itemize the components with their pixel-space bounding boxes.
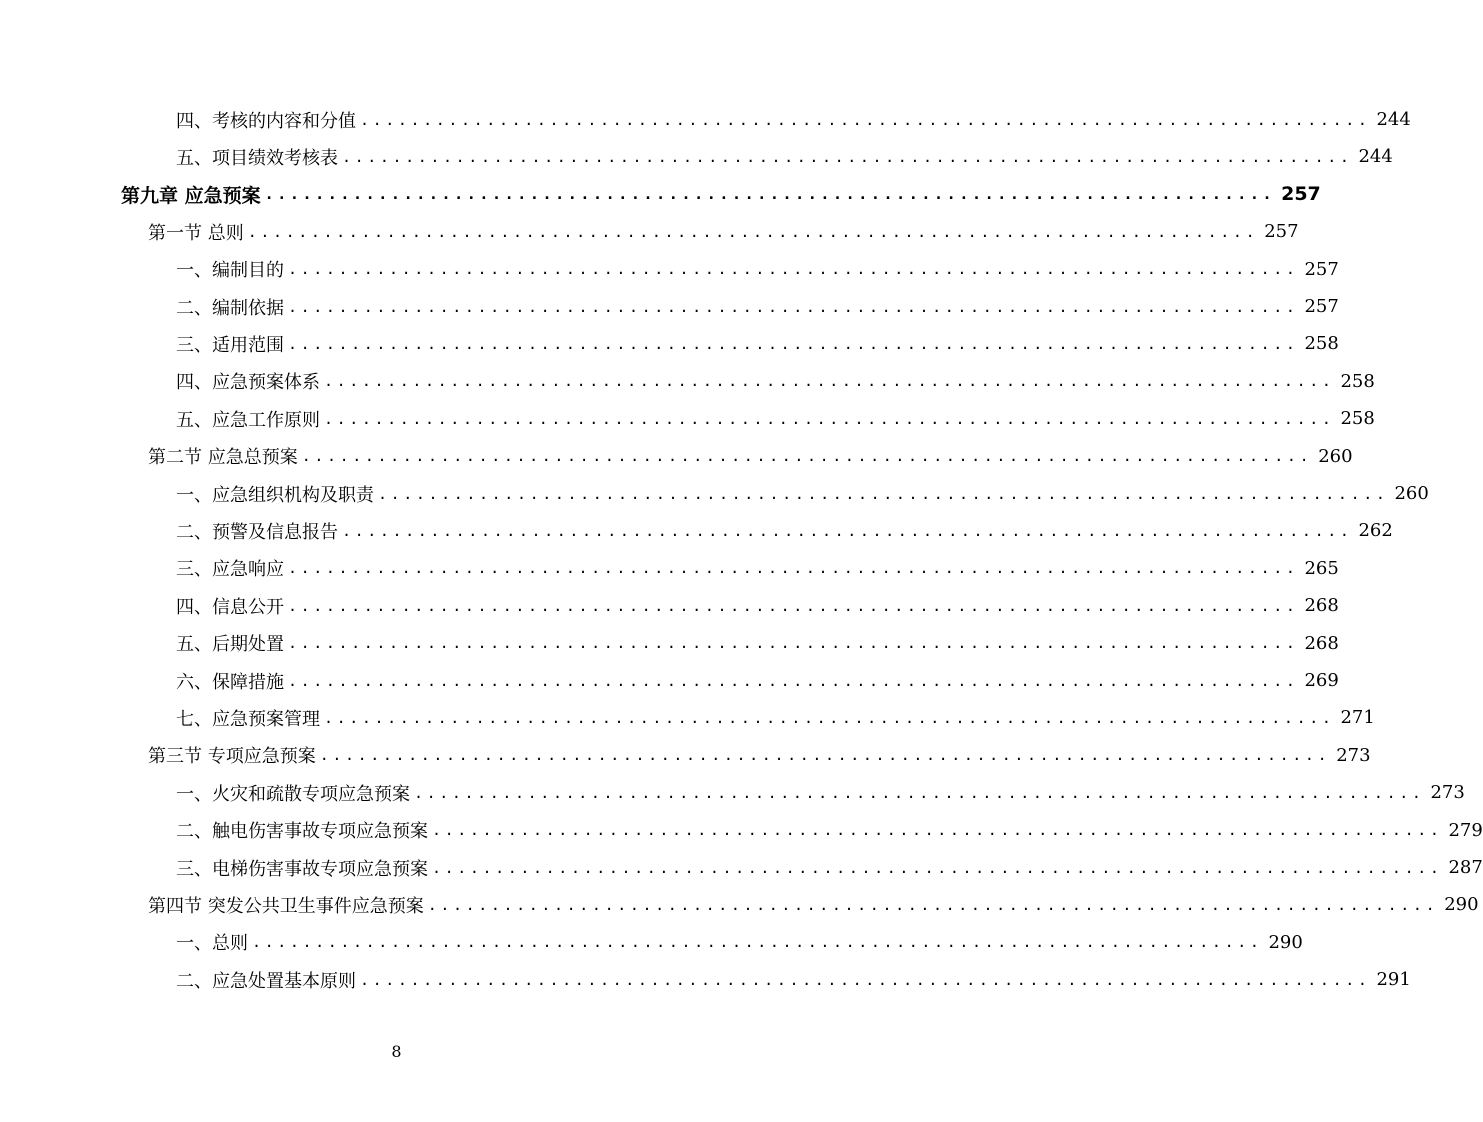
- dot-leader: ................................................................................: [247, 222, 1259, 241]
- toc-entry[interactable]: [148, 737, 1371, 774]
- dot-leader: ................................................................................: [288, 297, 1299, 316]
- dot-leader: ................................................................................: [324, 708, 1335, 727]
- toc-entry[interactable]: [148, 213, 1299, 250]
- toc-entry-title: 第一节 总则: [148, 222, 244, 244]
- toc-entry-page: 269: [1304, 670, 1339, 691]
- toc-entry-title: 三、应急响应: [176, 559, 284, 581]
- toc-entry-title: 七、应急预案管理: [176, 708, 320, 730]
- toc-entry-page: 290: [1444, 894, 1479, 916]
- toc-entry[interactable]: [176, 101, 1411, 138]
- toc-entry[interactable]: [148, 886, 1479, 923]
- toc-entry-title: 第二节 应急总预案: [148, 447, 298, 469]
- toc-entry-page: 268: [1304, 595, 1339, 617]
- toc-entry[interactable]: [176, 550, 1339, 587]
- toc-entry-title: 二、编制依据: [176, 297, 284, 319]
- toc-entry[interactable]: [121, 176, 1321, 213]
- toc-entry-page: 291: [1376, 969, 1411, 991]
- toc-entry[interactable]: [176, 961, 1411, 998]
- toc-entry-title: 六、保障措施: [176, 671, 284, 693]
- toc-entry[interactable]: [176, 288, 1339, 325]
- toc-entry-page: 273: [1430, 782, 1465, 804]
- toc-entry[interactable]: [176, 512, 1393, 549]
- toc-entry-page: 271: [1340, 707, 1375, 729]
- toc-entry-page: 257: [1264, 221, 1299, 243]
- toc-entry-title: 三、适用范围: [176, 334, 284, 356]
- dot-leader: ................................................................................: [264, 185, 1276, 204]
- toc-entry[interactable]: [176, 812, 1483, 849]
- toc-entry-title: 五、后期处置: [176, 634, 284, 656]
- toc-entry-page: 279: [1448, 819, 1483, 841]
- toc-entry[interactable]: [176, 699, 1375, 736]
- dot-leader: ................................................................................: [301, 447, 1313, 466]
- toc-entry-title: 一、火灾和疏散专项应急预案: [176, 783, 410, 805]
- toc-entry-title: 第九章 应急预案: [121, 184, 261, 207]
- toc-entry-title: 四、考核的内容和分值: [176, 110, 356, 132]
- toc-entry-page: 257: [1281, 183, 1321, 206]
- toc-entry[interactable]: [176, 475, 1429, 512]
- dot-leader: ................................................................................: [342, 521, 1353, 540]
- toc-entry-page: 258: [1340, 370, 1375, 392]
- toc-entry-title: 二、触电伤害事故专项应急预案: [176, 821, 428, 843]
- dot-leader: ................................................................................: [288, 334, 1299, 353]
- dot-leader: ................................................................................: [360, 970, 1371, 989]
- toc-entry[interactable]: [176, 400, 1375, 437]
- dot-leader: ................................................................................: [288, 634, 1299, 653]
- dot-leader: ................................................................................: [252, 933, 1263, 952]
- toc-entry-title: 五、应急工作原则: [176, 409, 320, 431]
- toc-entry-title: 第四节 突发公共卫生事件应急预案: [148, 895, 424, 917]
- toc-entry-title: 一、应急组织机构及职责: [176, 484, 374, 506]
- toc-entry-page: 268: [1304, 632, 1339, 654]
- toc-entry[interactable]: [176, 662, 1339, 699]
- dot-leader: ................................................................................: [432, 858, 1443, 877]
- toc-entry-page: 265: [1304, 557, 1339, 579]
- toc-entry-page: 257: [1304, 258, 1339, 280]
- toc-entry[interactable]: [176, 587, 1339, 624]
- toc-entry-title: 四、信息公开: [176, 596, 284, 618]
- toc-entry-title: 二、预警及信息报告: [176, 521, 338, 543]
- toc-entry[interactable]: [148, 438, 1353, 475]
- toc-entry-page: 262: [1358, 520, 1393, 542]
- toc-entry[interactable]: [176, 363, 1375, 400]
- toc-entry-page: 260: [1394, 483, 1429, 504]
- dot-leader: ................................................................................: [414, 783, 1425, 802]
- dot-leader: ................................................................................: [427, 895, 1439, 914]
- toc-entry[interactable]: [176, 924, 1303, 961]
- toc-entry-page: 273: [1336, 744, 1371, 766]
- toc-entry[interactable]: [176, 138, 1393, 175]
- dot-leader: ................................................................................: [324, 372, 1335, 391]
- toc-entry-page: 258: [1304, 333, 1339, 355]
- dot-leader: ................................................................................: [324, 409, 1335, 428]
- dot-leader: ................................................................................: [319, 746, 1331, 765]
- toc-entry-title: 五、项目绩效考核表: [176, 147, 338, 169]
- toc-entry-page: 290: [1268, 931, 1303, 953]
- toc-entry-title: 第三节 专项应急预案: [148, 746, 316, 768]
- dot-leader: ................................................................................: [288, 260, 1299, 279]
- toc-entry[interactable]: [176, 625, 1339, 662]
- toc-entry-title: 四、应急预案体系: [176, 372, 320, 394]
- toc-entry-page: 244: [1358, 146, 1393, 168]
- toc-entry[interactable]: [176, 251, 1339, 288]
- toc-entry-title: 二、应急处置基本原则: [176, 970, 356, 992]
- toc-entry-page: 260: [1318, 445, 1353, 467]
- dot-leader: ................................................................................: [378, 484, 1389, 503]
- dot-leader: ................................................................................: [342, 147, 1353, 166]
- toc-entry-title: 一、总则: [176, 933, 248, 955]
- toc-entry-page: 258: [1340, 408, 1375, 430]
- dot-leader: ................................................................................: [288, 671, 1299, 690]
- toc-entry[interactable]: [176, 774, 1465, 811]
- toc-entry-page: 244: [1376, 109, 1411, 130]
- dot-leader: ................................................................................: [288, 596, 1299, 615]
- toc-entry-title: 一、编制目的: [176, 260, 284, 282]
- toc-entry-page: 257: [1304, 296, 1339, 317]
- toc-entry[interactable]: [176, 849, 1483, 886]
- dot-leader: ................................................................................: [360, 110, 1371, 129]
- dot-leader: ................................................................................: [288, 559, 1299, 578]
- toc-entry-title: 三、电梯伤害事故专项应急预案: [176, 858, 428, 880]
- toc-entry[interactable]: [176, 325, 1339, 362]
- dot-leader: ................................................................................: [432, 821, 1443, 840]
- toc-entry-page: 287: [1448, 857, 1483, 878]
- page-number: 8: [391, 1042, 402, 1061]
